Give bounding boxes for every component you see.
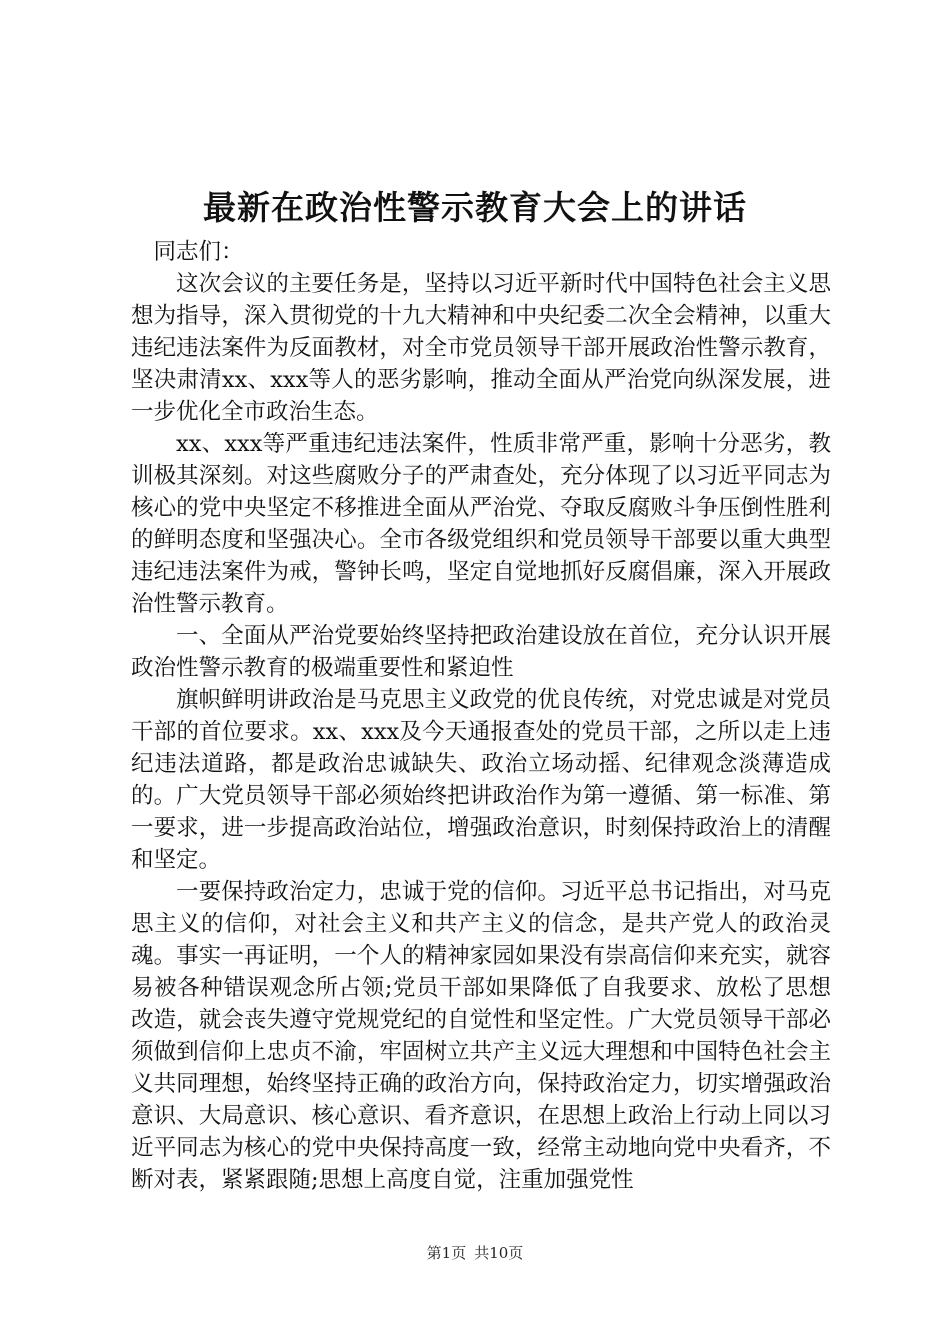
greeting: 同志们： xyxy=(153,239,244,265)
paragraph: xx、xxx等严重违纪违法案件，性质非常严重，影响十分恶劣，教训极其深刻。对这些腐败分子的严肃查处，充分体现了以习近平同志为核心的党中央坚定不移推进全面从严治党、夺取反腐败斗争压倒性胜利的鲜明态度和坚强决心。全市各级党组织和党员领导干部要以重大典型违纪违法案件为戒，警钟长鸣，坚定自觉地抓好反腐倡廉，深入开展政治性警示教育。 xyxy=(131,431,831,617)
paragraph: 旗帜鲜明讲政治是马克思主义政党的优良传统，对党忠诚是对党员干部的首位要求。xx、xxx及今天通报查处的党员干部，之所以走上违纪违法道路，都是政治忠诚缺失、政治立场动摇、纪律观念淡薄造成的。广大党员领导干部必须始终把讲政治作为第一遵循、第一标准、第一要求，进一步提高政治站位，增强政治意识，时刻保持政治上的清醒和坚定。 xyxy=(131,687,831,873)
document-title: 最新在政治性警示教育大会上的讲话 xyxy=(203,188,747,227)
paragraph: 这次会议的主要任务是，坚持以习近平新时代中国特色社会主义思想为指导，深入贯彻党的十九大精神和中央纪委二次全会精神，以重大违纪违法案件为反面教材，对全市党员领导干部开展政治性警示教育，坚决肃清xx、xxx等人的恶劣影响，推动全面从严治党向纵深发展，进一步优化全市政治生态。 xyxy=(131,271,831,425)
page-footer xyxy=(0,1243,950,1263)
page-total: 共10页 xyxy=(474,1244,524,1262)
section-heading: 一、全面从严治党要始终坚持把政治建设放在首位，充分认识开展政治性警示教育的极端重要性和紧迫性 xyxy=(131,623,831,681)
page-number: 第1页 xyxy=(426,1244,467,1262)
document-body xyxy=(131,236,831,1196)
paragraph: 一要保持政治定力，忠诚于党的信仰。习近平总书记指出，对马克思主义的信仰，对社会主义和共产主义的信念，是共产党人的政治灵魂。事实一再证明，一个人的精神家园如果没有崇高信仰来充实，就容易被各种错误观念所占领;党员干部如果降低了自我要求、放松了思想改造，就会丧失遵守党规党纪的自觉性和坚定性。广大党员领导干部必须做到信仰上忠贞不渝，牢固树立共产主义远大理想和中国特色社会主义共同理想，始终坚持正确的政治方向，保持政治定力，切实增强政治意识、大局意识、核心意识、看齐意识，在思想上政治上行动上同以习近平同志为核心的党中央保持高度一致，经常主动地向党中央看齐，不断对表，紧紧跟随;思想上高度自觉，注重加强党性 xyxy=(131,879,831,1193)
